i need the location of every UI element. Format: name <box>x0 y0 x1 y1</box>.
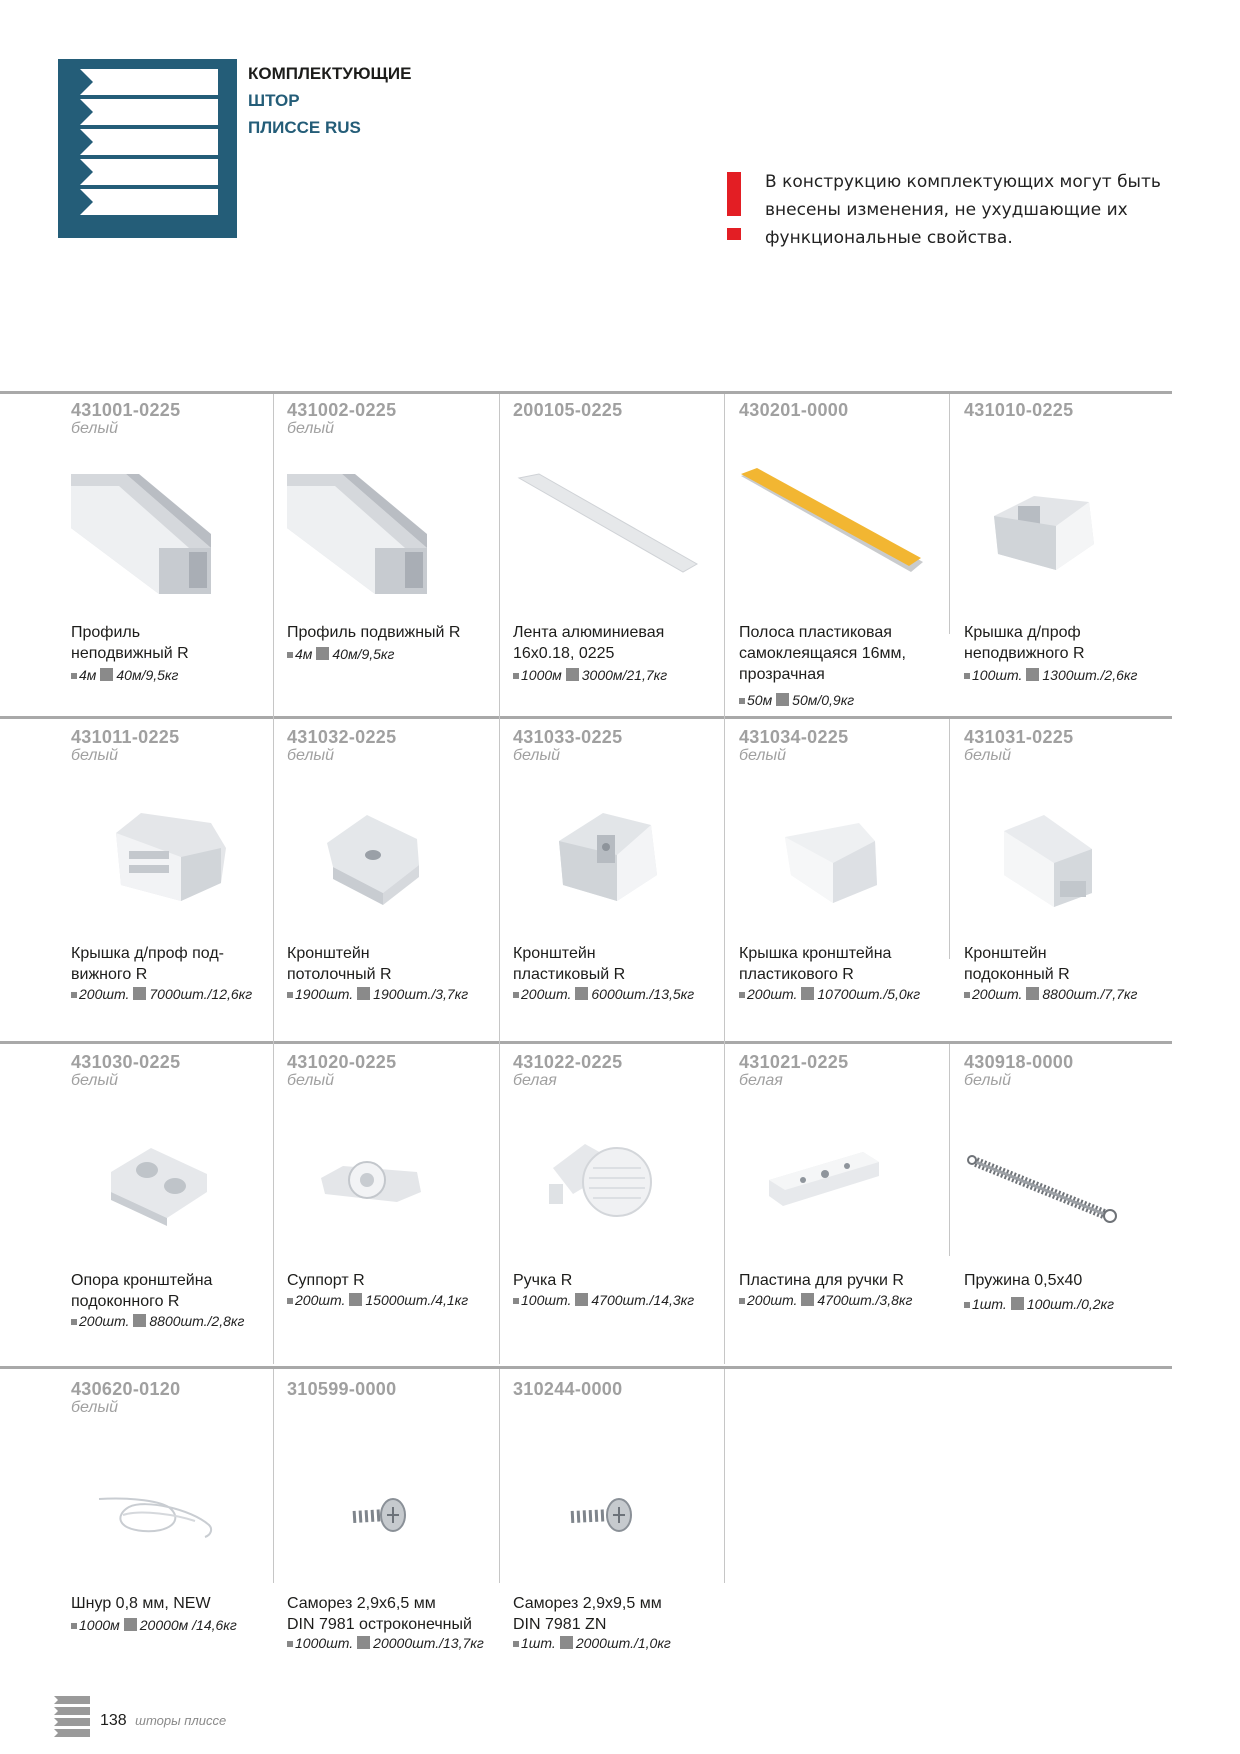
pack-small: 200шт. <box>747 1292 798 1308</box>
pack-small: 100шт. <box>972 667 1023 683</box>
packaging-info <box>964 1295 1114 1313</box>
pack-large: 6000шт./13,5кг <box>591 986 695 1002</box>
large-pack-icon <box>1011 1297 1024 1310</box>
product-name: Кронштейн <box>513 945 596 962</box>
packaging-info <box>513 666 667 684</box>
packaging-info <box>287 645 394 663</box>
product-name: Пружина 0,5х40 <box>964 1272 1083 1289</box>
product-code: 310599-0000 <box>287 1379 397 1399</box>
pack-large: 50м/0,9кг <box>792 692 855 708</box>
product-name: DIN 7981 ZN <box>513 1616 607 1633</box>
product-name: неподвижного R <box>964 645 1085 662</box>
product-name: Пластина для ручки R <box>739 1272 904 1289</box>
page-number: 138 <box>100 1712 127 1729</box>
packaging-info <box>513 1291 694 1309</box>
small-pack-icon <box>513 992 519 998</box>
product-card <box>513 400 728 683</box>
product-card <box>287 1052 502 1308</box>
pleated-blind-footer-icon <box>50 1694 92 1742</box>
product-card <box>71 400 286 683</box>
product-color: белый <box>71 1399 119 1416</box>
product-name: пластикового R <box>739 966 854 983</box>
pack-small: 4м <box>295 646 313 662</box>
product-color: белый <box>964 1072 1012 1089</box>
product-code: 431001-0225 <box>71 400 181 420</box>
pack-large: 40м/9,5кг <box>116 667 179 683</box>
product-card <box>71 1379 286 1633</box>
pack-large: 4700шт./14,3кг <box>591 1292 695 1308</box>
product-name: Лента алюминиевая <box>513 624 665 641</box>
packaging-info <box>71 985 252 1003</box>
packaging-info <box>513 1634 671 1652</box>
plastic-bracket-icon <box>513 793 703 923</box>
packaging-info <box>739 985 920 1003</box>
large-pack-icon <box>349 1293 362 1306</box>
product-card <box>739 400 954 708</box>
product-color: белая <box>739 1072 783 1089</box>
screw-icon <box>287 1445 477 1575</box>
small-pack-icon <box>964 673 970 679</box>
pack-large: 10700шт./5,0кг <box>817 986 921 1002</box>
pack-large: 8800шт./2,8кг <box>149 1313 245 1329</box>
pack-large: 100шт./0,2кг <box>1026 1296 1115 1312</box>
pack-large: 40м/9,5кг <box>332 646 395 662</box>
pack-large: 1900шт./3,7кг <box>373 986 469 1002</box>
product-code: 431032-0225 <box>287 727 397 747</box>
product-color: белый <box>71 420 119 437</box>
large-pack-icon <box>1026 668 1039 681</box>
product-code: 431011-0225 <box>71 727 180 747</box>
product-code: 431033-0225 <box>513 727 623 747</box>
product-card <box>287 1379 502 1651</box>
end-cap-icon <box>964 466 1154 596</box>
product-code: 431034-0225 <box>739 727 849 747</box>
product-code: 431031-0225 <box>964 727 1074 747</box>
product-color: белый <box>513 747 561 764</box>
column-divider <box>949 394 950 634</box>
product-code: 431022-0225 <box>513 1052 623 1072</box>
product-name: потолочный R <box>287 966 392 983</box>
large-pack-icon <box>776 693 789 706</box>
aluminium-strip-icon <box>513 466 703 596</box>
small-pack-icon <box>71 992 77 998</box>
pack-small: 1шт. <box>521 1635 556 1651</box>
product-card <box>513 1379 728 1651</box>
pack-large: 2000шт./1,0кг <box>575 1635 671 1651</box>
large-pack-icon <box>357 1636 370 1649</box>
end-cap-moving-icon <box>71 793 261 923</box>
product-name: Крышка д/проф под- <box>71 945 224 962</box>
pack-small: 200шт. <box>295 1292 346 1308</box>
pack-small: 1000м <box>521 667 562 683</box>
product-name: Суппорт R <box>287 1272 365 1289</box>
large-pack-icon <box>575 1293 588 1306</box>
product-color: белый <box>287 420 335 437</box>
column-divider <box>724 394 725 1364</box>
exclamation-icon <box>727 172 741 216</box>
pack-small: 200шт. <box>79 986 130 1002</box>
product-card <box>964 1052 1179 1312</box>
product-name: 16х0.18, 0225 <box>513 645 615 662</box>
sill-bracket-icon <box>964 793 1154 923</box>
support-icon <box>287 1118 477 1248</box>
product-name: пластиковый R <box>513 966 626 983</box>
notice-text: внесены изменения, не ухудшающие их <box>765 200 1128 220</box>
product-card <box>513 1052 728 1308</box>
product-name: Профиль подвижный R <box>287 624 461 641</box>
large-pack-icon <box>100 668 113 681</box>
product-name: подоконный R <box>964 966 1070 983</box>
product-card <box>513 727 728 1002</box>
product-card <box>964 727 1179 1002</box>
pleated-blind-logo <box>58 59 237 238</box>
page-footer <box>100 1712 226 1730</box>
pack-small: 1000м <box>79 1617 120 1633</box>
product-name: Крышка кронштейна <box>739 945 892 962</box>
product-name: Опора кронштейна <box>71 1272 213 1289</box>
title-line: КОМПЛЕКТУЮЩИЕ <box>248 64 412 83</box>
product-name: Кронштейн <box>287 945 370 962</box>
product-code: 430201-0000 <box>739 400 849 420</box>
pack-large: 7000шт./12,6кг <box>149 986 253 1002</box>
column-divider <box>724 1369 725 1583</box>
product-name: DIN 7981 остроконечный <box>287 1616 472 1633</box>
product-color: белый <box>71 747 119 764</box>
large-pack-icon <box>124 1618 137 1631</box>
pack-large: 3000м/21,7кг <box>581 667 668 683</box>
product-code: 431010-0225 <box>964 400 1074 420</box>
product-color: белый <box>71 1072 119 1089</box>
product-color: белый <box>739 747 787 764</box>
large-pack-icon <box>133 1314 146 1327</box>
pack-small: 200шт. <box>972 986 1023 1002</box>
screw-icon <box>513 1445 703 1575</box>
product-name: Полоса пластиковая <box>739 624 892 641</box>
product-card <box>739 1052 954 1308</box>
small-pack-icon <box>964 992 970 998</box>
product-name: Саморез 2,9х9,5 мм <box>513 1595 662 1612</box>
product-name: подоконного R <box>71 1293 180 1310</box>
notice-text: В конструкцию комплектующих могут быть <box>765 172 1161 192</box>
product-code: 431021-0225 <box>739 1052 849 1072</box>
product-card <box>739 727 954 1002</box>
bracket-cover-icon <box>739 793 929 923</box>
packaging-info <box>964 666 1137 684</box>
column-divider <box>499 1369 500 1583</box>
packaging-info <box>964 985 1137 1003</box>
packaging-info <box>287 985 468 1003</box>
pack-large: 15000шт./4,1кг <box>365 1292 469 1308</box>
notice-text: функциональные свойства. <box>765 228 1013 248</box>
product-color: белый <box>287 1072 335 1089</box>
product-card <box>71 1052 286 1329</box>
title-line: ПЛИССЕ RUS <box>248 118 361 137</box>
product-name: Саморез 2,9х6,5 мм <box>287 1595 436 1612</box>
small-pack-icon <box>287 1641 293 1647</box>
packaging-info <box>71 666 178 684</box>
packaging-info <box>513 985 694 1003</box>
small-pack-icon <box>513 673 519 679</box>
pack-large: 1300шт./2,6кг <box>1042 667 1138 683</box>
product-name: Крышка д/проф <box>964 624 1081 641</box>
bracket-support-icon <box>71 1118 261 1248</box>
pack-small: 200шт. <box>747 986 798 1002</box>
small-pack-icon <box>513 1641 519 1647</box>
product-card <box>964 400 1179 683</box>
large-pack-icon <box>133 987 146 1000</box>
large-pack-icon <box>560 1636 573 1649</box>
product-name: прозрачная <box>739 666 825 683</box>
product-name: Шнур 0,8 мм, NEW <box>71 1595 211 1612</box>
handle-icon <box>513 1118 703 1248</box>
packaging-info <box>71 1616 237 1634</box>
product-name: Профиль <box>71 624 141 641</box>
notice-block <box>727 168 1197 252</box>
large-pack-icon <box>357 987 370 1000</box>
product-code: 310244-0000 <box>513 1379 623 1399</box>
large-pack-icon <box>801 987 814 1000</box>
product-name: вижного R <box>71 966 148 983</box>
small-pack-icon <box>71 1319 77 1325</box>
large-pack-icon <box>801 1293 814 1306</box>
product-code: 431020-0225 <box>287 1052 397 1072</box>
handle-plate-icon <box>739 1118 929 1248</box>
profile-rail-icon <box>71 466 261 596</box>
pack-small: 200шт. <box>521 986 572 1002</box>
packaging-info <box>287 1291 468 1309</box>
small-pack-icon <box>739 992 745 998</box>
profile-rail-icon <box>287 466 477 596</box>
adhesive-strip-icon <box>739 466 929 596</box>
product-color: белая <box>513 1072 557 1089</box>
large-pack-icon <box>566 668 579 681</box>
packaging-info <box>287 1634 484 1652</box>
spring-icon <box>964 1118 1154 1248</box>
small-pack-icon <box>739 1298 745 1304</box>
page-title <box>248 60 411 141</box>
pack-large: 20000шт./13,7кг <box>373 1635 484 1651</box>
packaging-info <box>739 691 854 709</box>
small-pack-icon <box>71 1623 77 1629</box>
packaging-info <box>739 1291 912 1309</box>
product-card <box>287 727 502 1002</box>
column-divider <box>273 394 274 1364</box>
cord-icon <box>71 1445 261 1575</box>
product-code: 431002-0225 <box>287 400 397 420</box>
pack-small: 1900шт. <box>295 986 354 1002</box>
large-pack-icon <box>316 647 329 660</box>
pack-small: 50м <box>747 692 773 708</box>
pack-large: 4700шт./3,8кг <box>817 1292 913 1308</box>
product-card <box>71 727 286 1002</box>
pack-large: 8800шт./7,7кг <box>1042 986 1138 1002</box>
row-divider <box>0 1366 1172 1369</box>
large-pack-icon <box>1026 987 1039 1000</box>
pack-small: 1000шт. <box>295 1635 354 1651</box>
pack-large: 20000м /14,6кг <box>139 1617 237 1633</box>
product-name: Ручка R <box>513 1272 573 1289</box>
pack-small: 200шт. <box>79 1313 130 1329</box>
small-pack-icon <box>964 1302 970 1308</box>
small-pack-icon <box>287 1298 293 1304</box>
product-code: 430620-0120 <box>71 1379 181 1399</box>
title-line: ШТОР <box>248 91 300 110</box>
product-color: белый <box>287 747 335 764</box>
column-divider <box>499 394 500 1364</box>
small-pack-icon <box>287 652 293 658</box>
product-code: 431030-0225 <box>71 1052 181 1072</box>
row-divider <box>0 1041 1172 1044</box>
product-name: неподвижный R <box>71 645 189 662</box>
product-color: белый <box>964 747 1012 764</box>
product-name: Кронштейн <box>964 945 1047 962</box>
small-pack-icon <box>739 698 745 704</box>
pack-small: 4м <box>79 667 97 683</box>
product-name: самоклеящаяся 16мм, <box>739 645 906 662</box>
pack-small: 100шт. <box>521 1292 572 1308</box>
exclamation-dot-icon <box>727 228 741 240</box>
row-divider <box>0 716 1172 719</box>
product-code: 200105-0225 <box>513 400 623 420</box>
pack-small: 1шт. <box>972 1296 1007 1312</box>
section-name: шторы плиссе <box>135 1713 227 1728</box>
ceiling-bracket-icon <box>287 793 477 923</box>
small-pack-icon <box>287 992 293 998</box>
packaging-info <box>71 1312 244 1330</box>
product-card <box>287 400 502 662</box>
row-divider <box>0 391 1172 394</box>
small-pack-icon <box>71 673 77 679</box>
product-code: 430918-0000 <box>964 1052 1074 1072</box>
small-pack-icon <box>513 1298 519 1304</box>
large-pack-icon <box>575 987 588 1000</box>
